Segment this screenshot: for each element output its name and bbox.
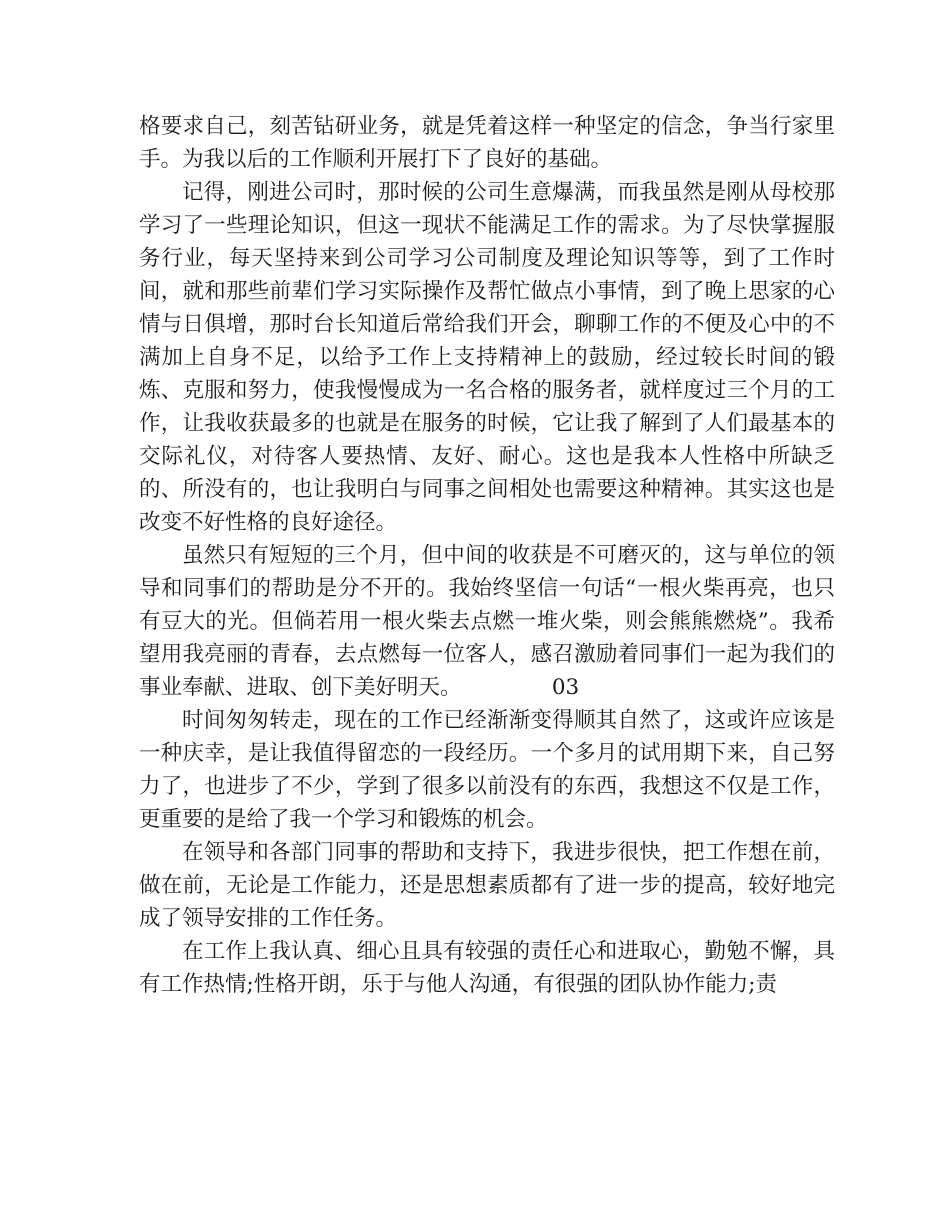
document-body — [139, 110, 835, 1001]
paragraph-1: 格要求自己，刻苦钻研业务，就是凭着这样一种坚定的信念，争当行家里手。为我以后的工作顺利开展打下了良好的基础。 — [139, 114, 835, 172]
paragraph-4: 时间匆匆转走，现在的工作已经渐渐变得顺其自然了，这或许应该是一种庆幸，是让我值得留恋的一段经历。一个多月的试用期下来，自己努力了，也进步了不少，学到了很多以前没有的东西，我想这不仅是工作，更重要的是给了我一个学习和锻炼的机会。 — [139, 708, 835, 832]
paragraph-6: 在工作上我认真、细心且具有较强的责任心和进取心，勤勉不懈，具有工作热情;性格开朗，乐于与他人沟通，有很强的团队协作能力;责 — [139, 939, 835, 997]
paragraph-3 — [139, 539, 835, 704]
paragraph-3-text: 虽然只有短短的三个月，但中间的收获是不可磨灭的，这与单位的领导和同事们的帮助是分不开的。我始终坚信一句话“一根火柴再亮，也只有豆大的光。但倘若用一根火柴去点燃一堆火柴，则会熊熊燃烧”。我希望用我亮丽的青春，去点燃每一位客人，感召激励着同事们一起为我们的事业奉献、进取、创下美好明天。 — [139, 543, 835, 700]
paragraph-5: 在领导和各部门同事的帮助和支持下，我进步很快，把工作想在前，做在前，无论是工作能力，还是思想素质都有了进一步的提高，较好地完成了领导安排的工作任务。 — [139, 840, 835, 931]
paragraph-2: 记得，刚进公司时，那时候的公司生意爆满，而我虽然是刚从母校那学习了一些理论知识，但这一现状不能满足工作的需求。为了尽快掌握服务行业，每天坚持来到公司学习公司制度及理论知识等等，到了工作时间，就和那些前辈们学习实际操作及帮忙做点小事情，到了晚上思家的心情与日俱增，那时台长知道后常给我们开会，聊聊工作的不便及心中的不满加上自身不足，以给予工作上支持精神上的鼓励，经过较长时间的锻炼、克服和努力，使我慢慢成为一名合格的服务者，就样度过三个月的工作，让我收获最多的也就是在服务的时候，它让我了解到了人们最基本的交际礼仪，对待客人要热情、友好、耐心。这也是我本人性格中所缺乏的、所没有的，也让我明白与同事之间相处也需要这种精神。其实这也是改变不好性格的良好途径。 — [139, 180, 835, 535]
section-marker: 03 — [551, 675, 580, 700]
